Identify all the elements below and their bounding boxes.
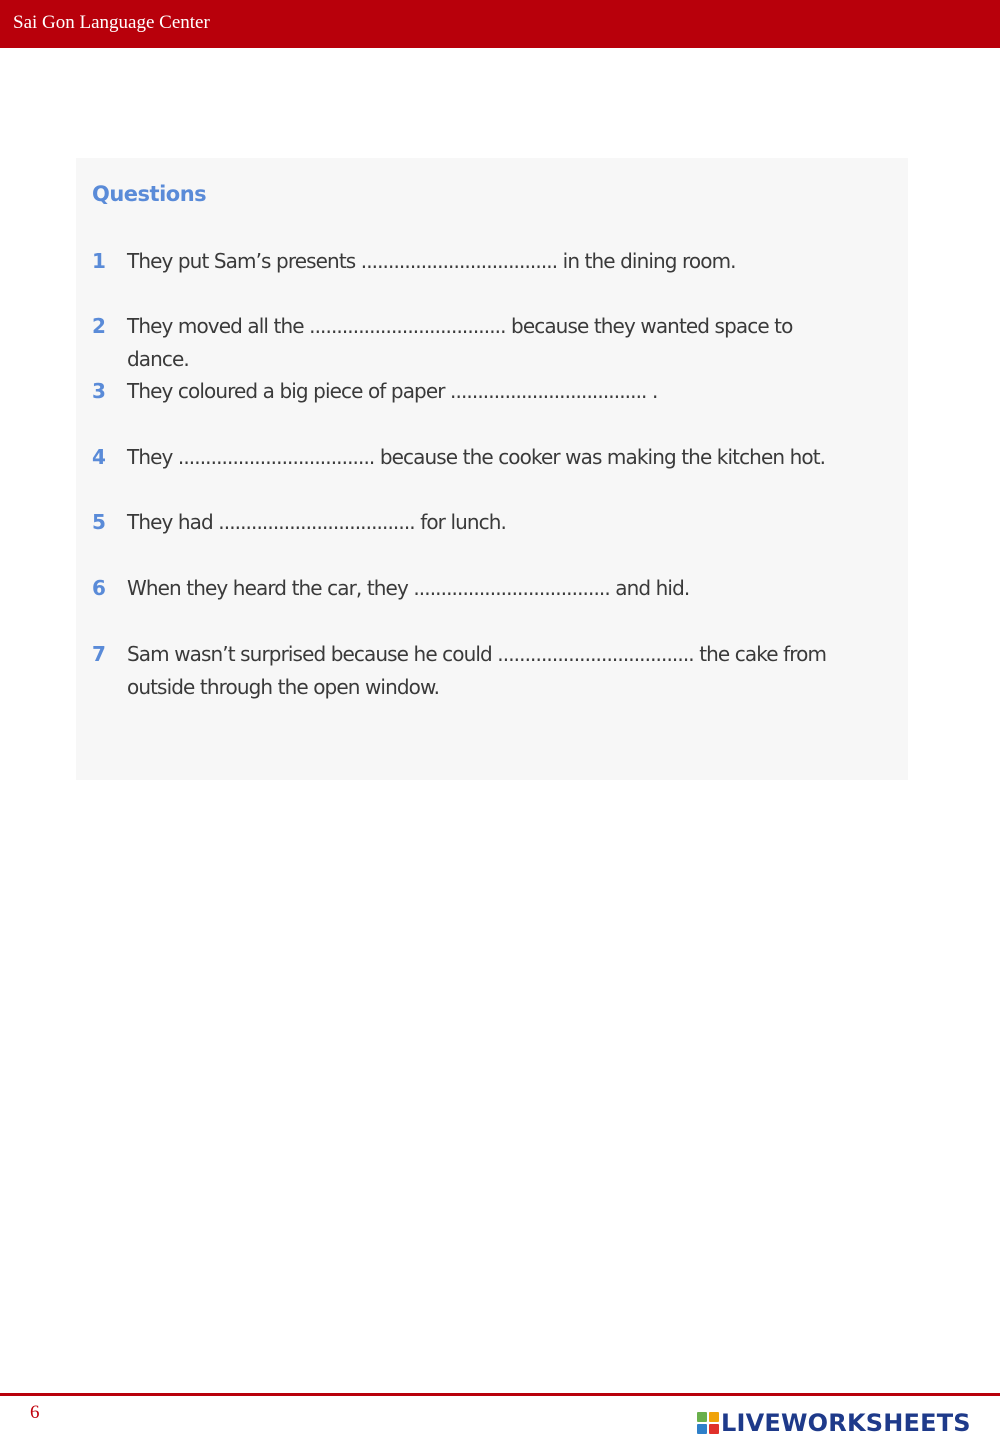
question-number: 3 (92, 379, 106, 403)
question-text: They had .................................... for lunch. (127, 510, 506, 534)
question-number: 4 (92, 445, 106, 469)
question-number: 2 (92, 314, 106, 338)
question-text: They coloured a big piece of paper .................................... . (127, 379, 658, 403)
footer-divider (0, 1393, 1000, 1396)
brand-name: LIVEWORKSHEETS (721, 1409, 971, 1437)
questions-heading: Questions (92, 182, 207, 206)
page-header (0, 0, 1000, 48)
question-text: When they heard the car, they .................................... and hid. (127, 576, 690, 600)
question-number: 5 (92, 510, 106, 534)
page-number: 6 (30, 1402, 40, 1423)
header-title: Sai Gon Language Center (13, 11, 210, 33)
liveworksheets-logo-icon (697, 1412, 719, 1434)
question-number: 7 (92, 642, 106, 666)
question-number: 6 (92, 576, 106, 600)
question-text: They moved all the .................................... because they wanted space to dance. (127, 314, 793, 371)
brand-logo (697, 1410, 971, 1436)
question-text: They put Sam’s presents .................................... in the dining room. (127, 249, 736, 273)
question-text: Sam wasn’t surprised because he could .................................... the cake from outside through the open window. (127, 642, 827, 699)
question-text: They .................................... because the cooker was making the kitchen hot. (127, 445, 826, 469)
question-number: 1 (92, 249, 106, 273)
